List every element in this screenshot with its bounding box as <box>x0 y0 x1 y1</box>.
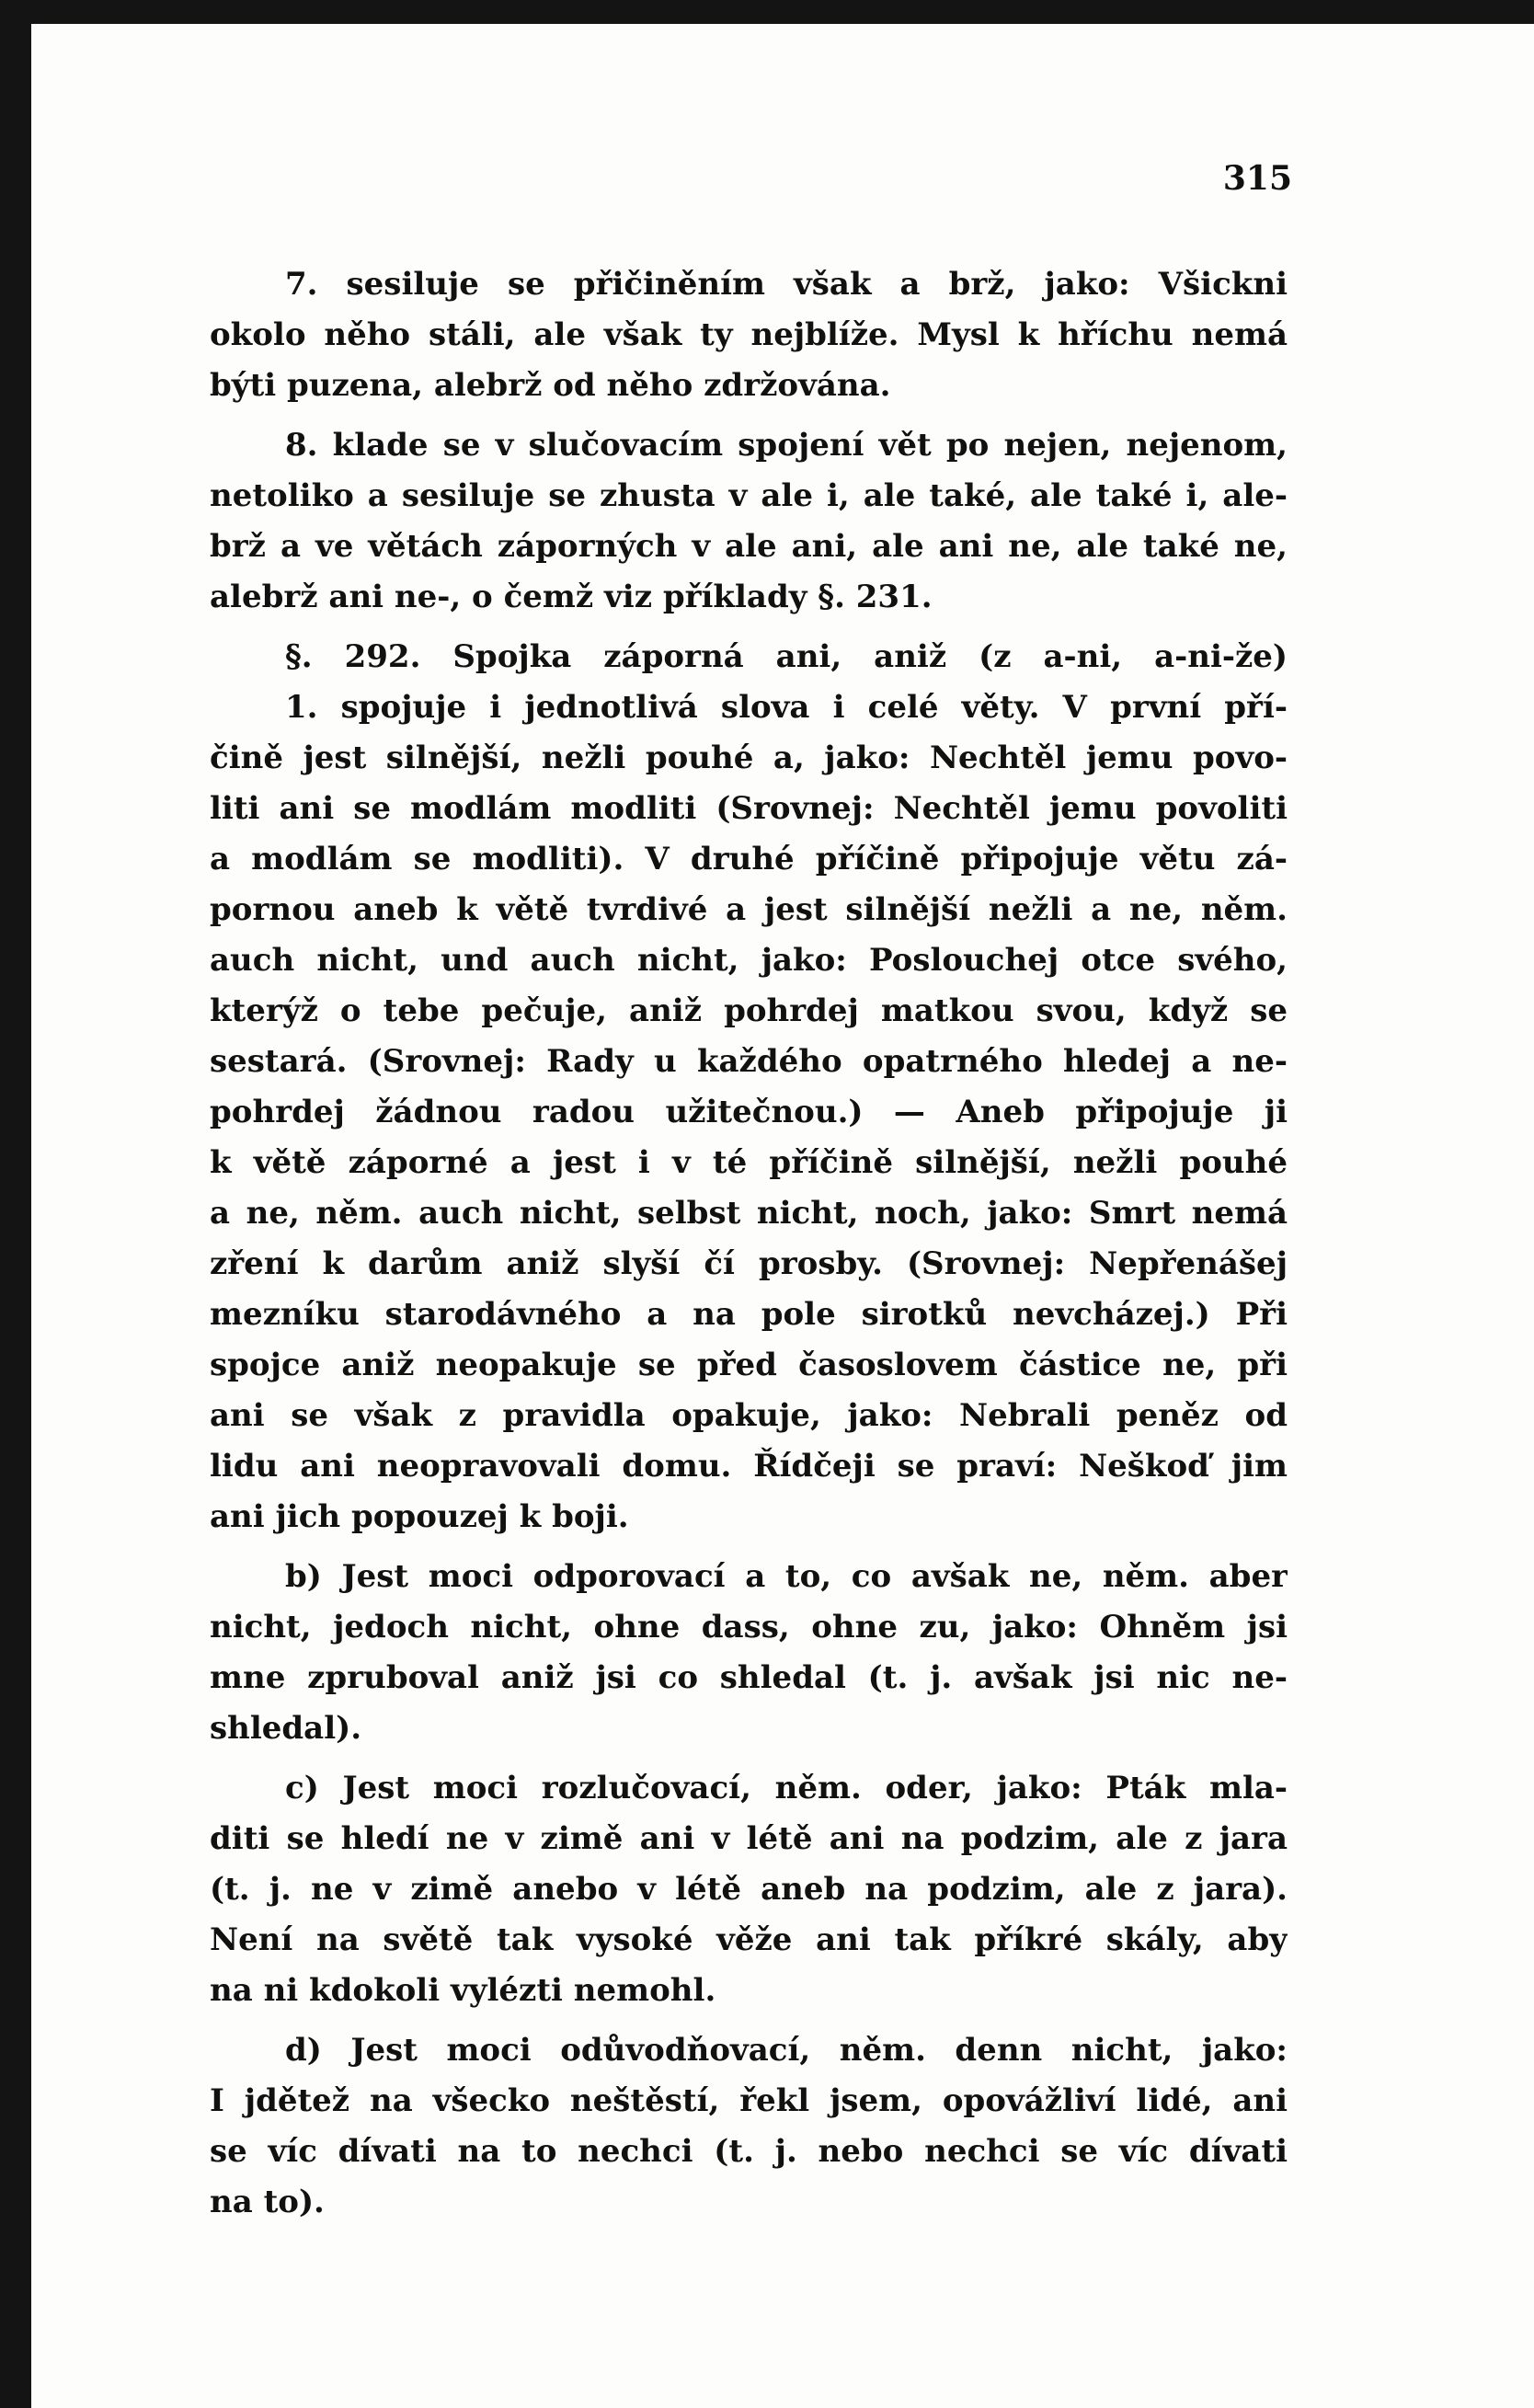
scan-border-left <box>0 0 31 2408</box>
text-line: c) Jest moci rozlučovací, něm. oder, jako: Pták mla- <box>285 1770 1288 1806</box>
text-line: kterýž o tebe pečuje, aniž pohrdej matkou svou, když se <box>210 992 1288 1029</box>
text-line: k větě záporné a jest i v té příčině silnější, nežli pouhé <box>210 1144 1288 1181</box>
text-line: býti puzena, alebrž od něho zdržována. <box>210 367 891 404</box>
text-line: zření k darům aniž slyší čí prosby. (Srovnej: Nepřenášej <box>210 1245 1288 1282</box>
paragraph-gap <box>210 411 1288 420</box>
text-line: 7. sesiluje se přičiněním však a brž, jako: Všickni <box>285 266 1288 303</box>
text-line: auch nicht, und auch nicht, jako: Poslouchej otce svého, <box>210 942 1288 979</box>
text-line: okolo něho stáli, ale však ty nejblíže. Mysl k hříchu nemá <box>210 316 1288 353</box>
text-line: brž a ve větách záporných v ale ani, ale ani ne, ale také ne, <box>210 528 1288 565</box>
text-line: sestará. (Srovnej: Rady u každého opatrného hledej a ne- <box>210 1043 1288 1080</box>
text-line: §. 292. Spojka záporná ani, aniž (z a-ni, a-ni-že) <box>285 638 1288 675</box>
text-line: na ni kdokoli vylézti nemohl. <box>210 1972 716 2009</box>
text-line: netoliko a sesiluje se zhusta v ale i, ale také, ale také i, ale- <box>210 477 1288 514</box>
page-number: 315 <box>1222 159 1292 198</box>
body-text <box>210 259 1288 2228</box>
text-line: pornou aneb k větě tvrdivé a jest silnější nežli a ne, něm. <box>210 891 1288 928</box>
text-line: na to). <box>210 2184 325 2220</box>
text-line: diti se hledí ne v zimě ani v létě ani na podzim, ale z jara <box>210 1820 1288 1857</box>
text-line: mne zpruboval aniž jsi co shledal (t. j. avšak jsi nic ne- <box>210 1659 1288 1696</box>
text-line: I jdětež na všecko neštěstí, řekl jsem, opovážliví lidé, ani <box>210 2082 1288 2119</box>
paragraph-gap <box>210 2016 1288 2025</box>
text-line: mezníku starodávného a na pole sirotků nevcházej.) Při <box>210 1296 1288 1333</box>
text-line: ani se však z pravidla opakuje, jako: Nebrali peněz od <box>210 1397 1288 1434</box>
text-line: liti ani se modlám modliti (Srovnej: Nechtěl jemu povoliti <box>210 790 1288 827</box>
text-line: a modlám se modliti). V druhé příčině připojuje větu zá- <box>210 841 1288 877</box>
text-line: 8. klade se v slučovacím spojení vět po nejen, nejenom, <box>285 427 1288 464</box>
paragraph-gap <box>210 623 1288 632</box>
text-line: čině jest silnější, nežli pouhé a, jako: Nechtěl jemu povo- <box>210 740 1288 776</box>
text-line: 1. spojuje i jednotlivá slova i celé věty. V první pří- <box>285 689 1288 726</box>
text-line: ani jich popouzej k boji. <box>210 1498 629 1535</box>
text-line: d) Jest moci odůvodňovací, něm. denn nicht, jako: <box>285 2032 1288 2069</box>
text-line: (t. j. ne v zimě anebo v létě aneb na podzim, ale z jara). <box>210 1871 1288 1908</box>
paragraph-gap <box>210 1542 1288 1552</box>
scan-border-top <box>0 0 1534 24</box>
text-line: se víc dívati na to nechci (t. j. nebo nechci se víc dívati <box>210 2133 1288 2170</box>
text-line: alebrž ani ne-, o čemž viz příklady §. 231. <box>210 579 933 615</box>
text-line: shledal). <box>210 1710 362 1747</box>
text-line: spojce aniž neopakuje se před časoslovem částice ne, při <box>210 1347 1288 1383</box>
text-line: nicht, jedoch nicht, ohne dass, ohne zu, jako: Ohněm jsi <box>210 1609 1288 1645</box>
text-line: Není na světě tak vysoké věže ani tak příkré skály, aby <box>210 1921 1288 1958</box>
text-line: pohrdej žádnou radou užitečnou.) — Aneb připojuje ji <box>210 1094 1288 1130</box>
text-line: a ne, něm. auch nicht, selbst nicht, noch, jako: Smrt nemá <box>210 1195 1288 1232</box>
text-line: lidu ani neopravovali domu. Řídčeji se praví: Neškoď jim <box>210 1448 1288 1485</box>
paragraph-gap <box>210 1754 1288 1763</box>
text-line: b) Jest moci odporovací a to, co avšak ne, něm. aber <box>285 1558 1288 1595</box>
